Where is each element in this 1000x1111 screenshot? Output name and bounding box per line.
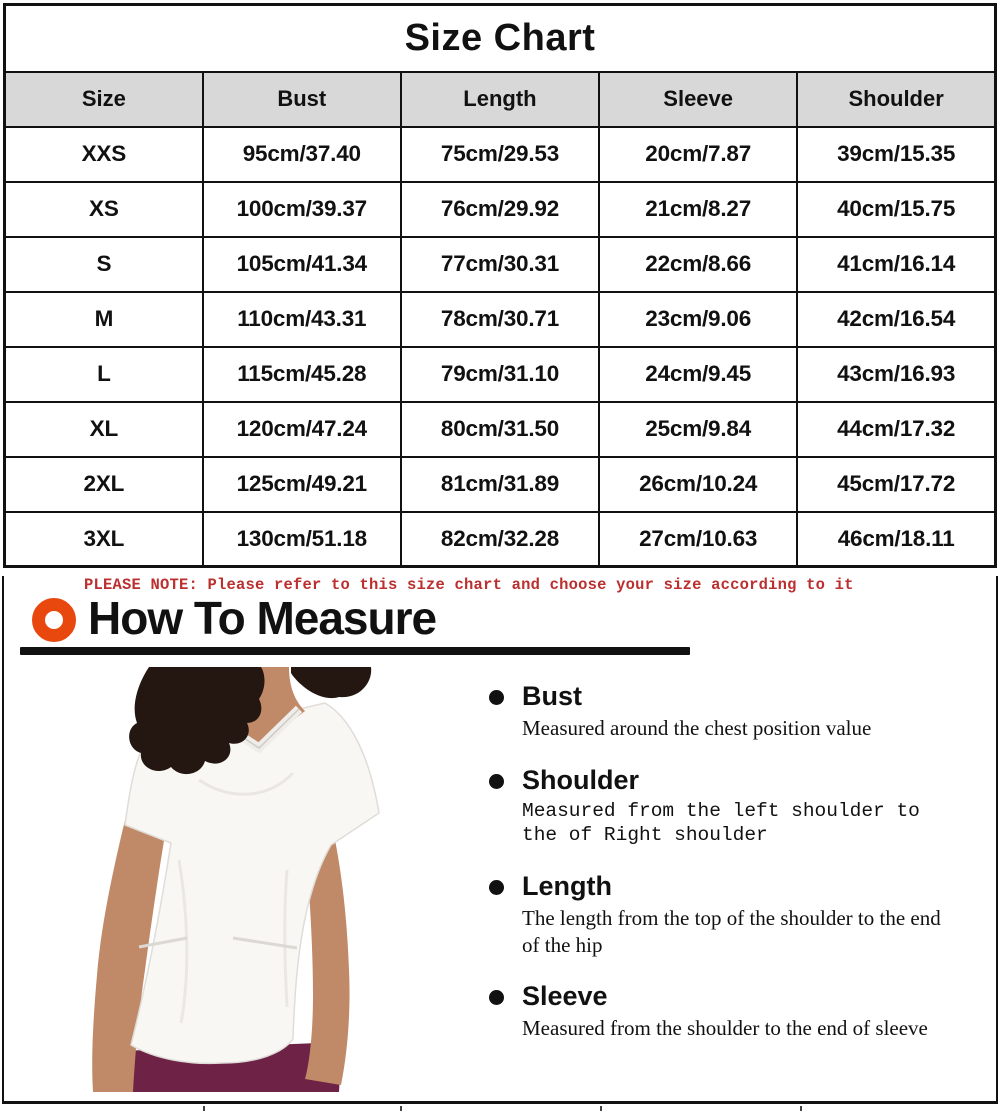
table-row [5, 182, 996, 237]
measurement-cell: 120cm/47.24 [203, 402, 401, 457]
measurement-cell: 45cm/17.72 [797, 457, 995, 512]
column-header: Size [5, 72, 203, 127]
measurement-cell: 105cm/41.34 [203, 237, 401, 292]
hair-right-shape [291, 667, 371, 698]
measure-item [489, 681, 988, 742]
measurement-cell: 25cm/9.84 [599, 402, 797, 457]
measurement-cell: 125cm/49.21 [203, 457, 401, 512]
measure-item-description: Measured around the chest position value [522, 716, 872, 740]
measurement-cell: 115cm/45.28 [203, 347, 401, 402]
table-row [5, 512, 996, 567]
measure-item [489, 981, 988, 1042]
table-row [5, 347, 996, 402]
measurement-cell: 95cm/37.40 [203, 127, 401, 182]
how-to-measure-section [2, 576, 998, 1104]
measure-list [467, 655, 996, 1092]
measurement-cell: 44cm/17.32 [797, 402, 995, 457]
measure-item-description: Measured from the left shoulder to the of Right shoulder [522, 799, 920, 847]
size-cell: XL [5, 402, 203, 457]
column-header: Shoulder [797, 72, 995, 127]
measure-item-label: Shoulder [522, 764, 640, 795]
how-to-measure-title: How To Measure [88, 592, 437, 644]
measurement-cell: 27cm/10.63 [599, 512, 797, 567]
column-header: Length [401, 72, 599, 127]
measure-item [489, 765, 988, 849]
size-chart-title: Size Chart [5, 5, 996, 72]
please-note-text: PLEASE NOTE: Please refer to this size chart and choose your size according to it [84, 576, 854, 594]
measurement-cell: 75cm/29.53 [401, 127, 599, 182]
measure-item-text [522, 681, 871, 742]
size-cell: 3XL [5, 512, 203, 567]
measure-item-label: Length [522, 871, 612, 902]
measurement-cell: 81cm/31.89 [401, 457, 599, 512]
measurement-cell: 43cm/16.93 [797, 347, 995, 402]
bullet-icon [489, 774, 504, 789]
table-row [5, 457, 996, 512]
column-header: Sleeve [599, 72, 797, 127]
bullet-icon [489, 690, 504, 705]
measurement-cell: 77cm/30.31 [401, 237, 599, 292]
table-row [5, 402, 996, 457]
size-table [3, 3, 997, 568]
size-cell: 2XL [5, 457, 203, 512]
measurement-cell: 78cm/30.71 [401, 292, 599, 347]
how-to-measure-header [32, 592, 996, 645]
measurement-cell: 22cm/8.66 [599, 237, 797, 292]
measurement-cell: 79cm/31.10 [401, 347, 599, 402]
measurement-cell: 23cm/9.06 [599, 292, 797, 347]
size-cell: XXS [5, 127, 203, 182]
bullet-icon [489, 990, 504, 1005]
measure-item-text [522, 981, 928, 1042]
bullet-icon [489, 880, 504, 895]
measurement-cell: 39cm/15.35 [797, 127, 995, 182]
table-row [5, 292, 996, 347]
orange-ring-icon [32, 598, 76, 642]
measure-item-text [522, 765, 957, 849]
measurement-cell: 80cm/31.50 [401, 402, 599, 457]
measure-item [489, 871, 988, 958]
measurement-cell: 24cm/9.45 [599, 347, 797, 402]
measurement-cell: 21cm/8.27 [599, 182, 797, 237]
measurement-cell: 100cm/39.37 [203, 182, 401, 237]
measure-item-description: Measured from the shoulder to the end of sleeve [522, 1016, 928, 1041]
measurement-cell: 76cm/29.92 [401, 182, 599, 237]
table-row [5, 237, 996, 292]
measure-item-text [522, 871, 957, 958]
measurement-cell: 41cm/16.14 [797, 237, 995, 292]
header-row [5, 72, 996, 127]
measurement-cell: 130cm/51.18 [203, 512, 401, 567]
measure-item-label: Bust [522, 681, 582, 711]
size-table-body [5, 127, 996, 567]
size-cell: L [5, 347, 203, 402]
size-cell: M [5, 292, 203, 347]
measurement-cell: 46cm/18.11 [797, 512, 995, 567]
table-row [5, 127, 996, 182]
measurement-cell: 42cm/16.54 [797, 292, 995, 347]
measure-item-label: Sleeve [522, 981, 608, 1012]
model-photo [37, 655, 467, 1092]
size-cell: S [5, 237, 203, 292]
measurement-cell: 40cm/15.75 [797, 182, 995, 237]
measure-item-description: The length from the top of the shoulder to the end of the hip [522, 906, 941, 957]
measurement-cell: 110cm/43.31 [203, 292, 401, 347]
measurement-cell: 20cm/7.87 [599, 127, 797, 182]
size-cell: XS [5, 182, 203, 237]
heading-underline [20, 647, 690, 655]
measure-content [4, 655, 996, 1092]
title-row [5, 5, 996, 72]
measurement-cell: 82cm/32.28 [401, 512, 599, 567]
measurement-cell: 26cm/10.24 [599, 457, 797, 512]
bottom-edge-marks [0, 1106, 1000, 1111]
column-header: Bust [203, 72, 401, 127]
